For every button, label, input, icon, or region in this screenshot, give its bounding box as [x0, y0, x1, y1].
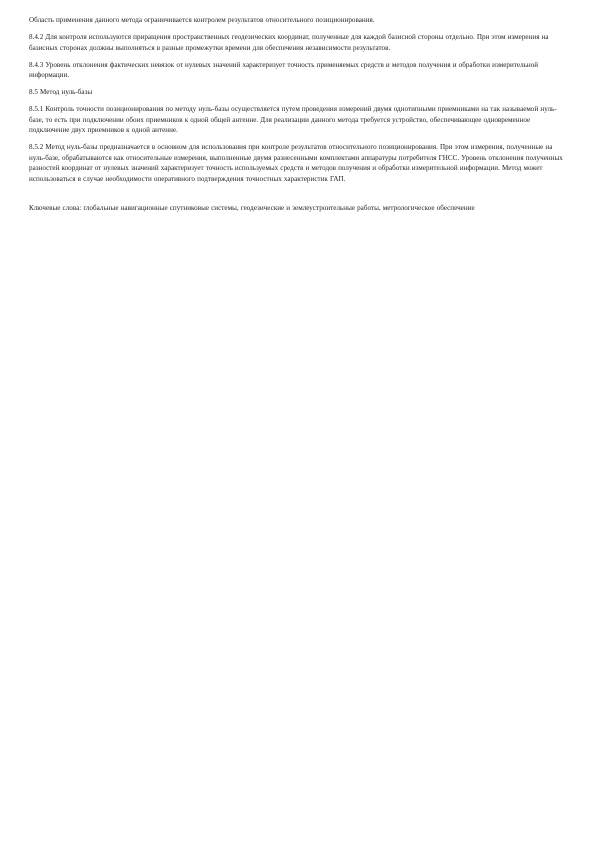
paragraph-scope: Область применения данного метода ограничивается контролем результатов относительного позиционирования.: [29, 16, 375, 24]
paragraph-8-5-2: 8.5.2 Метод нуль-базы предназначается в основном для использования при контроле результатов относительного позиционирования. При этом измерения, полученные на нуль-базе, обрабатываются как относительные измерения, выполненные двумя разнесенными комплектами аппаратуры потребителя ГНСС. Уровень отклонения полученных разностей координат от нулевых значений характеризует точность используемых средств и методов получения и обработки измерительной информации. Метод может использоваться в случае необходимости оперативного подтверждения точностных характеристик ГАП.: [29, 143, 563, 183]
paragraph-8-4-3: 8.4.3 Уровень отклонения фактических невязок от нулевых значений характеризует точность применяемых средств и методов получения и обработки измерительной информации.: [29, 60, 539, 79]
keywords-paragraph: Ключевые слова: глобальные навигационные спутниковые системы, геодезические и землеустроительные работы, метрологическое обеспечение: [29, 203, 475, 212]
paragraph-8-5-1: 8.5.1 Контроль точности позиционирования по методу нуль-базы осуществляется путем проведения измерений двумя однотипными приемниками на так называемой нуль-базе, то есть при подключении обоих приемников к одной общей антенне. Для реализации данного метода требуется устройство, обеспечивающее одновременное подключение двух приемников к одной антенне.: [29, 105, 557, 134]
paragraph-8-4-2: 8.4.2 Для контроля используются приращения пространственных геодезических координат, полученные для каждой базисной стороны отдельно. При этом измерения на базисных сторонах должны выполняться в разные промежутки времени для обеспечения независимости результатов.: [29, 33, 549, 52]
spacer: [29, 191, 567, 203]
section-heading-8-5: 8.5 Метод нуль-базы: [29, 88, 93, 96]
